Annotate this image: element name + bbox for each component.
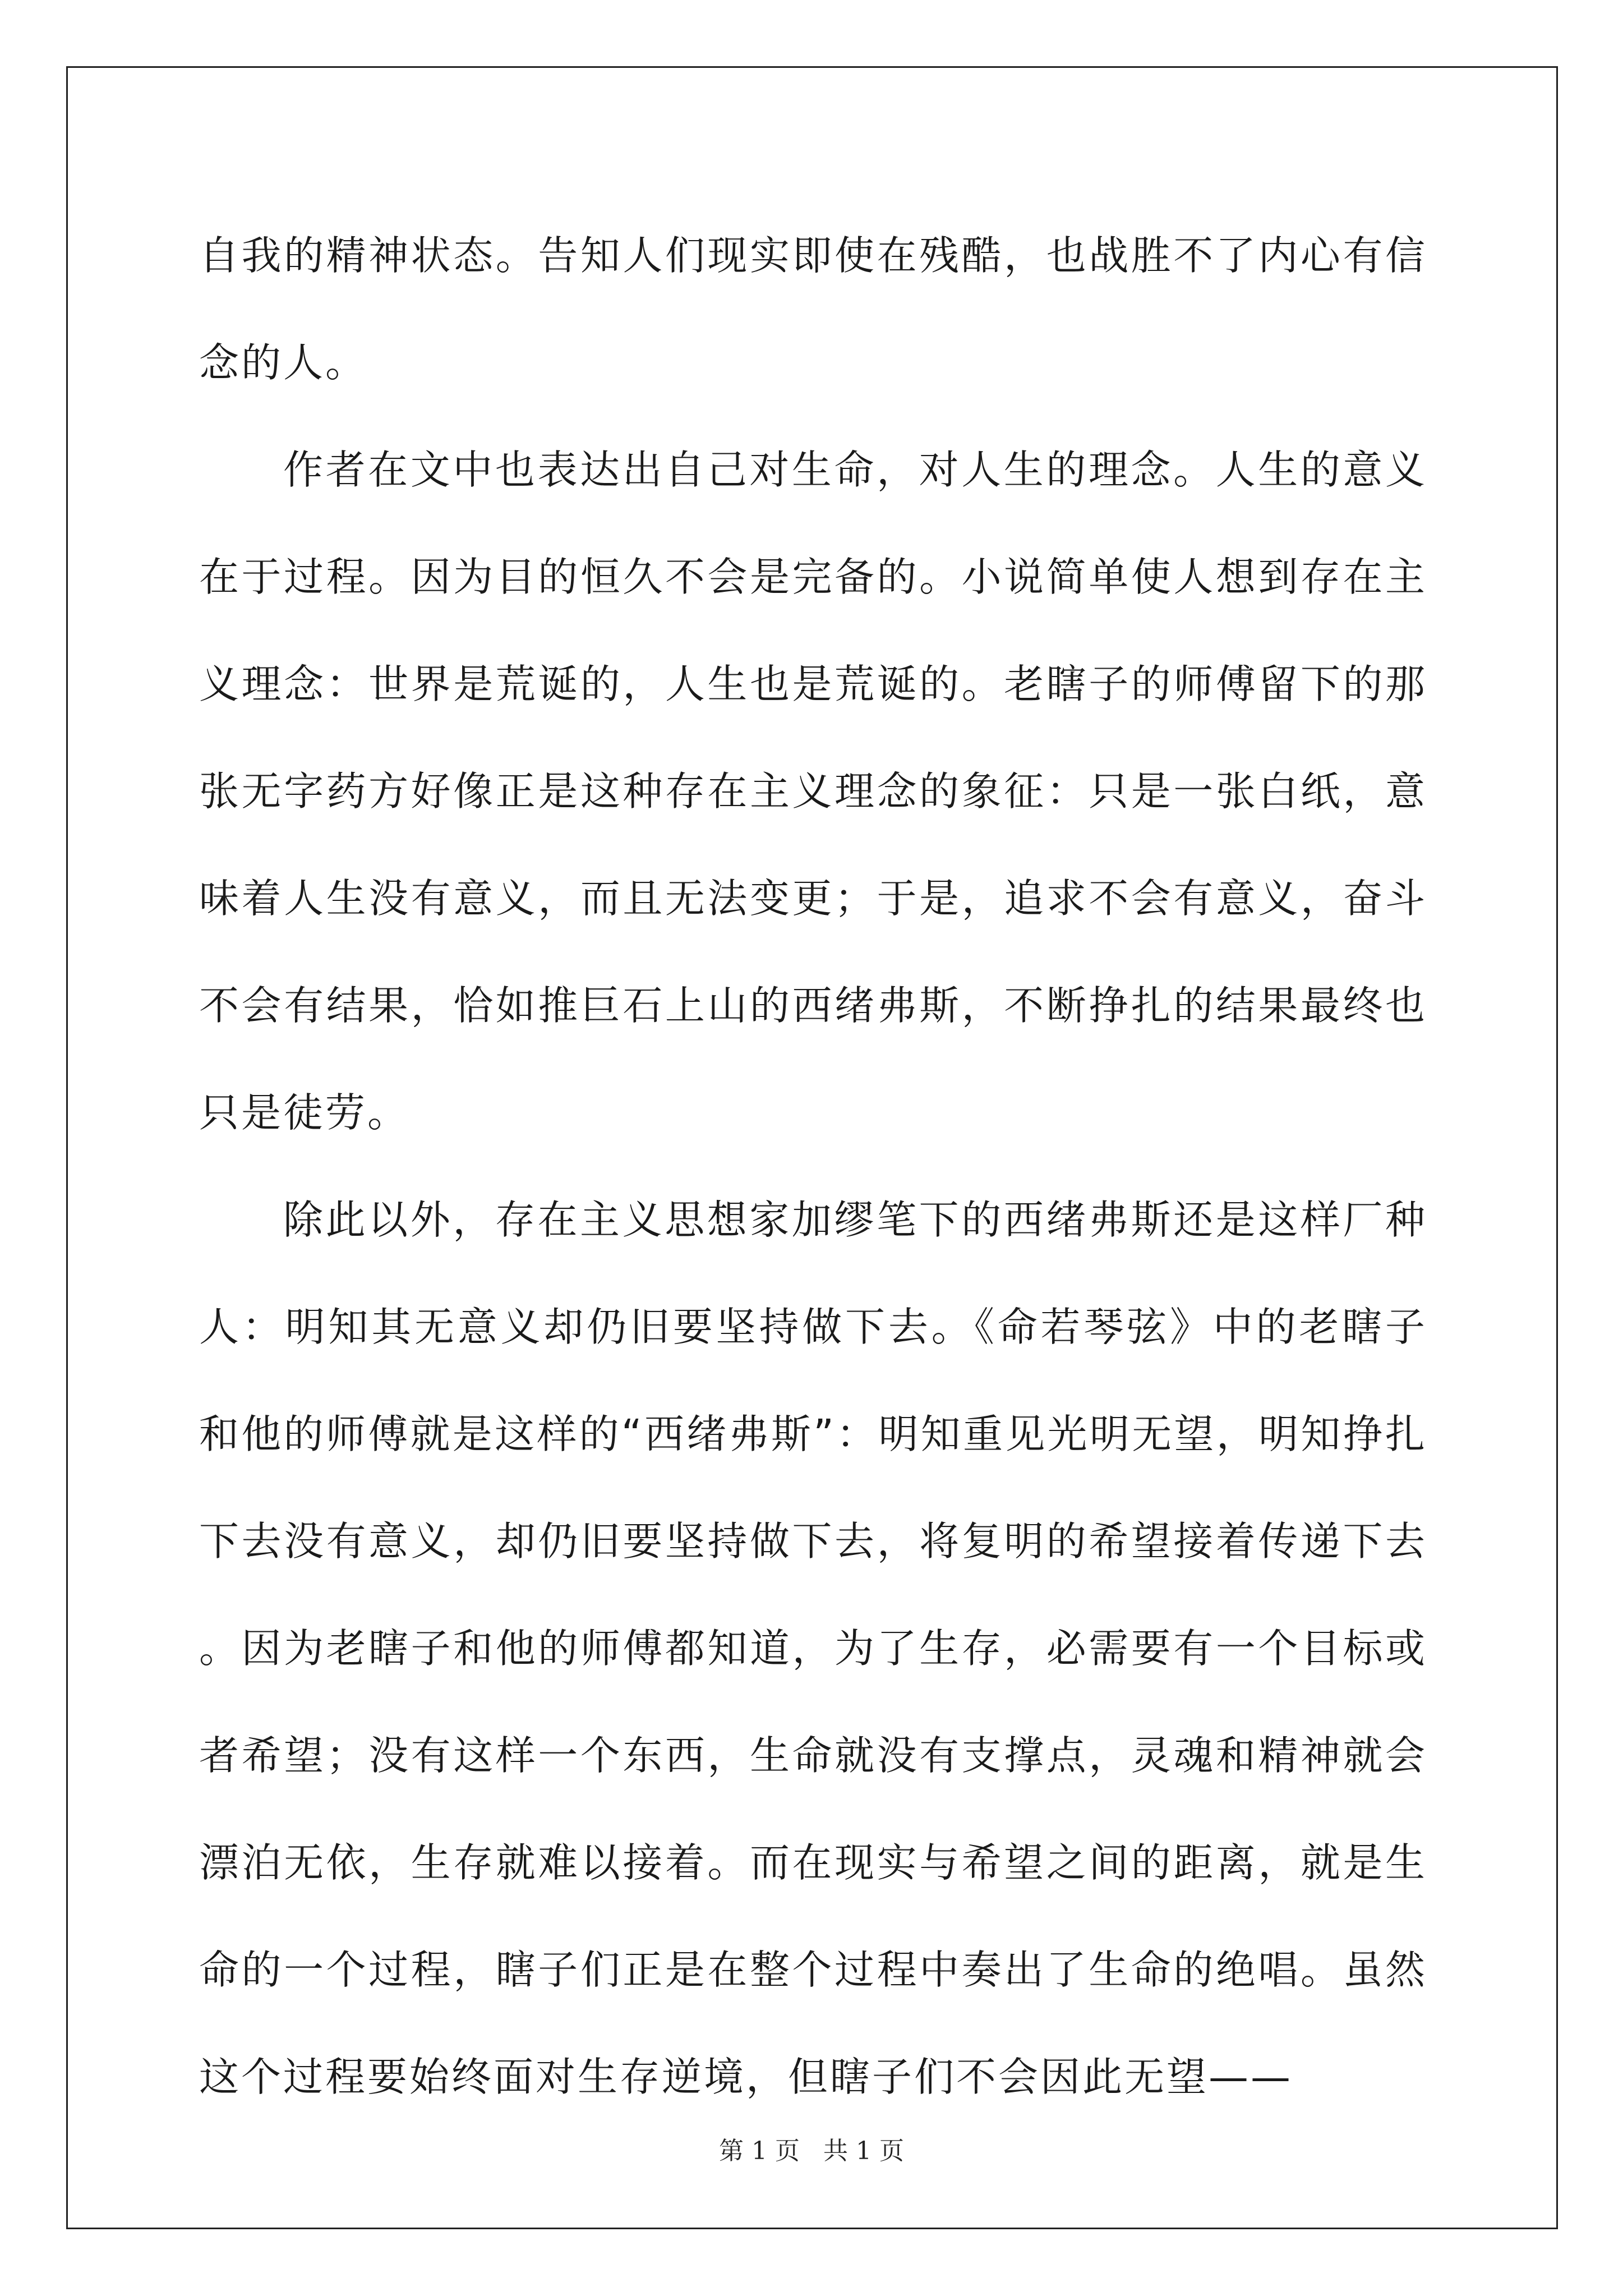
paragraph-continuation: 自我的精神状态。告知人们现实即使在残酷，也战胜不了内心有信念的人。 [199,232,1427,386]
page-number-footer: 第 1 页 共 1 页 [719,2137,904,2165]
document-body [199,202,1427,2131]
paragraph-meaning-of-life: 作者在文中也表达出自己对生命，对人生的理念。人生的意义在于过程。因为目的恒久不会是完备的。小说简单使人想到存在主义理念：世界是荒诞的，人生也是荒诞的。老瞎子的师傅留下的那张无字药方好像正是这种存在主义理念的象征：只是一张白纸，意味着人生没有意义，而且无法变更；于是，追求不会有意义，奋斗不会有结果，恰如推巨石上山的西绪弗斯，不断挣扎的结果最终也只是徒劳。 [199,447,1427,1136]
paragraph-sisyphus: 除此以外，存在主义思想家加缪笔下的西绪弗斯还是这样厂种人：明知其无意义却仍旧要坚持做下去。《命若琴弦》中的老瞎子和他的师傅就是这样的“西绪弗斯”：明知重见光明无望，明知挣扎下去没有意义，却仍旧要坚持做下去，将复明的希望接着传递下去。因为老瞎子和他的师傅都知道，为了生存，必需要有一个目标或者希望；没有这样一个东西，生命就没有支撑点，灵魂和精神就会漂泊无依，生存就难以接着。而在现实与希望之间的距离，就是生命的一个过程，瞎子们正是在整个过程中奏出了生命的绝唱。虽然这个过程要始终面对生存逆境，但瞎子们不会因此无望—— [199,1197,1427,2100]
